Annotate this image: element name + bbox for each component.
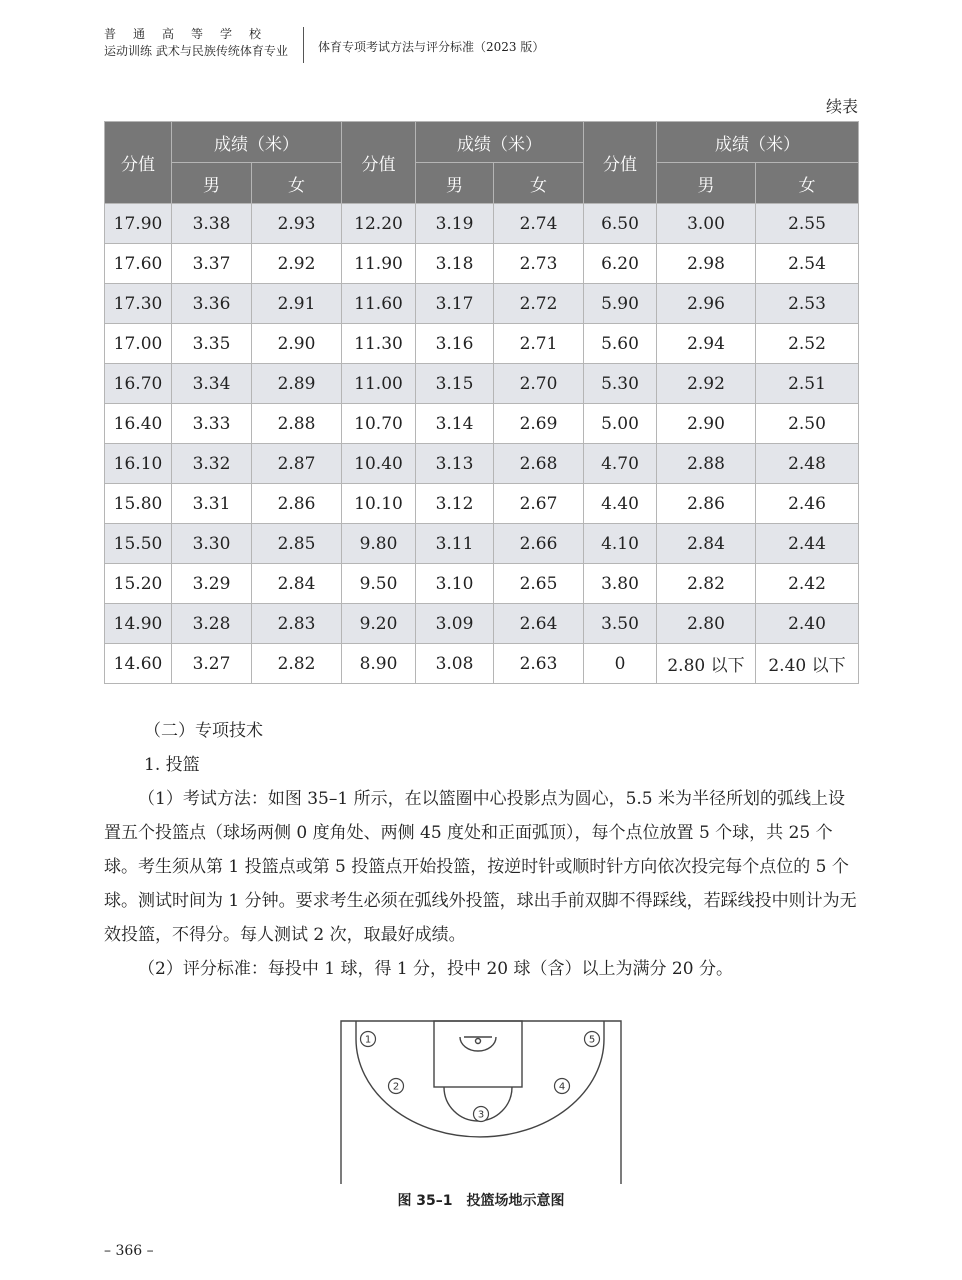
continued-label: 续表: [825, 97, 858, 116]
shot-point-2-label: 2: [392, 1081, 400, 1093]
shot-point-1-label: 1: [364, 1034, 372, 1046]
table-cell: 3.30: [172, 524, 252, 564]
header-score-2: 分值: [342, 122, 416, 204]
running-header-left: [104, 26, 288, 60]
table-cell: 2.53: [756, 284, 859, 324]
table-row: [105, 644, 859, 684]
table-cell: 16.40: [105, 404, 172, 444]
shot-points-group: [361, 1032, 600, 1122]
table-row: [105, 324, 859, 364]
table-cell: 2.52: [756, 324, 859, 364]
table-cell: 5.90: [584, 284, 657, 324]
table-cell: 3.15: [416, 364, 494, 404]
table-cell: 9.50: [342, 564, 416, 604]
table-cell: 3.29: [172, 564, 252, 604]
table-cell: 3.00: [657, 204, 756, 244]
table-cell: 2.83: [252, 604, 342, 644]
table-cell: 6.50: [584, 204, 657, 244]
table-cell: 2.64: [494, 604, 584, 644]
header-score-1: 分值: [105, 122, 172, 204]
table-cell: 2.70: [494, 364, 584, 404]
table-cell: 2.67: [494, 484, 584, 524]
table-cell: 3.80: [584, 564, 657, 604]
table-cell: 2.94: [657, 324, 756, 364]
table-cell: 2.50: [756, 404, 859, 444]
header-major: 运动训练 武术与民族传统体育专业: [104, 44, 288, 58]
header-female-3: 女: [756, 163, 859, 204]
section-heading: （二）专项技术: [144, 721, 263, 741]
table-row: [105, 284, 859, 324]
header-male-2: 男: [416, 163, 494, 204]
table-cell: 2.86: [252, 484, 342, 524]
table-cell: 14.60: [105, 644, 172, 684]
table-cell: 2.51: [756, 364, 859, 404]
table-cell: 14.90: [105, 604, 172, 644]
table-cell: 3.38: [172, 204, 252, 244]
header-female-2: 女: [494, 163, 584, 204]
header-result-1: 成绩（米）: [172, 122, 342, 163]
table-cell: 2.46: [756, 484, 859, 524]
table-cell: 3.32: [172, 444, 252, 484]
table-cell: 17.30: [105, 284, 172, 324]
table-row: [105, 604, 859, 644]
table-cell: 2.98: [657, 244, 756, 284]
score-table-body: [105, 204, 859, 684]
table-cell: 17.60: [105, 244, 172, 284]
table-cell: 11.60: [342, 284, 416, 324]
table-cell: 3.18: [416, 244, 494, 284]
table-cell: 2.86: [657, 484, 756, 524]
header-result-2: 成绩（米）: [416, 122, 584, 163]
table-cell: 10.70: [342, 404, 416, 444]
table-cell: 2.74: [494, 204, 584, 244]
table-cell: 3.28: [172, 604, 252, 644]
table-cell: 2.69: [494, 404, 584, 444]
shot-point-5-label: 5: [588, 1034, 596, 1046]
table-cell: 0: [584, 644, 657, 684]
header-result-3: 成绩（米）: [657, 122, 859, 163]
table-row: [105, 364, 859, 404]
header-female-1: 女: [252, 163, 342, 204]
table-cell: 3.09: [416, 604, 494, 644]
table-cell: 3.14: [416, 404, 494, 444]
table-cell: 2.92: [252, 244, 342, 284]
table-cell: 2.80 以下: [657, 644, 756, 684]
test-method-paragraph: （1）考试方法：如图 35–1 所示，在以篮圈中心投影点为圆心，5.5 米为半径所划的弧线上设置五个投篮点（球场两侧 0 度角处、两侧 45 度处和正面弧顶），每个点位放置 5 个球，共 25 个球。考生须从第 1 投篮点或第 5 投篮点开始投篮，按逆时针或顺时针方向依次投完每个点位的 5 个球。测试时间为 1 分钟。要求考生必须在弧线外投篮，球出手前双脚不得踩线，若踩线投中则计为无效投篮，不得分。每人测试 2 次，取最好成绩。: [104, 789, 857, 945]
table-cell: 2.90: [657, 404, 756, 444]
table-cell: 3.50: [584, 604, 657, 644]
body-text: [104, 714, 858, 986]
table-cell: 3.19: [416, 204, 494, 244]
figure-caption: 图 35–1 投篮场地示意图: [397, 1193, 565, 1209]
subsection-heading: 1. 投篮: [144, 755, 200, 775]
table-row: [105, 564, 859, 604]
basket-rim: [476, 1039, 481, 1044]
table-cell: 2.48: [756, 444, 859, 484]
table-cell: 3.11: [416, 524, 494, 564]
table-cell: 12.20: [342, 204, 416, 244]
table-cell: 8.90: [342, 644, 416, 684]
table-cell: 5.00: [584, 404, 657, 444]
header-male-3: 男: [657, 163, 756, 204]
table-cell: 2.92: [657, 364, 756, 404]
score-table: [104, 121, 859, 684]
court-diagram: [340, 1019, 622, 1185]
table-cell: 2.72: [494, 284, 584, 324]
table-cell: 3.33: [172, 404, 252, 444]
table-cell: 4.70: [584, 444, 657, 484]
table-cell: 5.60: [584, 324, 657, 364]
table-cell: 3.36: [172, 284, 252, 324]
table-cell: 2.82: [657, 564, 756, 604]
header-school: 普通高等学校: [104, 27, 279, 41]
table-cell: 17.90: [105, 204, 172, 244]
table-cell: 2.65: [494, 564, 584, 604]
table-cell: 16.10: [105, 444, 172, 484]
page-number: – 366 –: [104, 1243, 154, 1259]
table-cell: 5.30: [584, 364, 657, 404]
table-cell: 2.40 以下: [756, 644, 859, 684]
table-row: [105, 204, 859, 244]
table-cell: 10.10: [342, 484, 416, 524]
table-cell: 2.96: [657, 284, 756, 324]
table-cell: 2.54: [756, 244, 859, 284]
table-cell: 16.70: [105, 364, 172, 404]
table-cell: 2.44: [756, 524, 859, 564]
shot-point-3-label: 3: [477, 1109, 485, 1121]
table-cell: 2.73: [494, 244, 584, 284]
table-cell: 2.80: [657, 604, 756, 644]
table-cell: 2.87: [252, 444, 342, 484]
table-cell: 11.00: [342, 364, 416, 404]
header-male-1: 男: [172, 163, 252, 204]
table-cell: 2.93: [252, 204, 342, 244]
table-cell: 3.16: [416, 324, 494, 364]
table-cell: 17.00: [105, 324, 172, 364]
table-cell: 15.80: [105, 484, 172, 524]
table-cell: 3.27: [172, 644, 252, 684]
table-cell: 2.84: [657, 524, 756, 564]
table-cell: 2.90: [252, 324, 342, 364]
table-cell: 15.20: [105, 564, 172, 604]
table-row: [105, 244, 859, 284]
table-cell: 11.90: [342, 244, 416, 284]
table-cell: 3.34: [172, 364, 252, 404]
table-cell: 2.40: [756, 604, 859, 644]
free-throw-lane: [434, 1021, 522, 1087]
table-cell: 3.10: [416, 564, 494, 604]
table-cell: 2.42: [756, 564, 859, 604]
shot-point-4-label: 4: [558, 1081, 566, 1093]
header-book-title: 体育专项考试方法与评分标准（2023 版）: [318, 40, 545, 54]
header-divider: [303, 27, 304, 63]
table-cell: 15.50: [105, 524, 172, 564]
table-cell: 2.88: [252, 404, 342, 444]
table-row: [105, 444, 859, 484]
table-row: [105, 524, 859, 564]
table-cell: 3.12: [416, 484, 494, 524]
table-cell: 10.40: [342, 444, 416, 484]
table-cell: 9.80: [342, 524, 416, 564]
scoring-paragraph: （2）评分标准：每投中 1 球，得 1 分，投中 20 球（含）以上为满分 20 分。: [138, 959, 733, 979]
table-cell: 3.13: [416, 444, 494, 484]
table-row: [105, 484, 859, 524]
table-cell: 2.88: [657, 444, 756, 484]
table-cell: 2.85: [252, 524, 342, 564]
table-cell: 9.20: [342, 604, 416, 644]
header-score-3: 分值: [584, 122, 657, 204]
table-cell: 2.66: [494, 524, 584, 564]
table-cell: 4.10: [584, 524, 657, 564]
table-cell: 2.71: [494, 324, 584, 364]
table-cell: 3.37: [172, 244, 252, 284]
table-cell: 6.20: [584, 244, 657, 284]
court-boundary: [341, 1021, 621, 1184]
table-cell: 3.17: [416, 284, 494, 324]
table-cell: 3.35: [172, 324, 252, 364]
table-cell: 2.68: [494, 444, 584, 484]
table-cell: 11.30: [342, 324, 416, 364]
table-cell: 2.84: [252, 564, 342, 604]
table-row: [105, 404, 859, 444]
table-cell: 3.31: [172, 484, 252, 524]
table-cell: 2.55: [756, 204, 859, 244]
table-cell: 2.82: [252, 644, 342, 684]
table-cell: 2.89: [252, 364, 342, 404]
table-cell: 2.91: [252, 284, 342, 324]
table-cell: 4.40: [584, 484, 657, 524]
table-cell: 3.08: [416, 644, 494, 684]
table-cell: 2.63: [494, 644, 584, 684]
